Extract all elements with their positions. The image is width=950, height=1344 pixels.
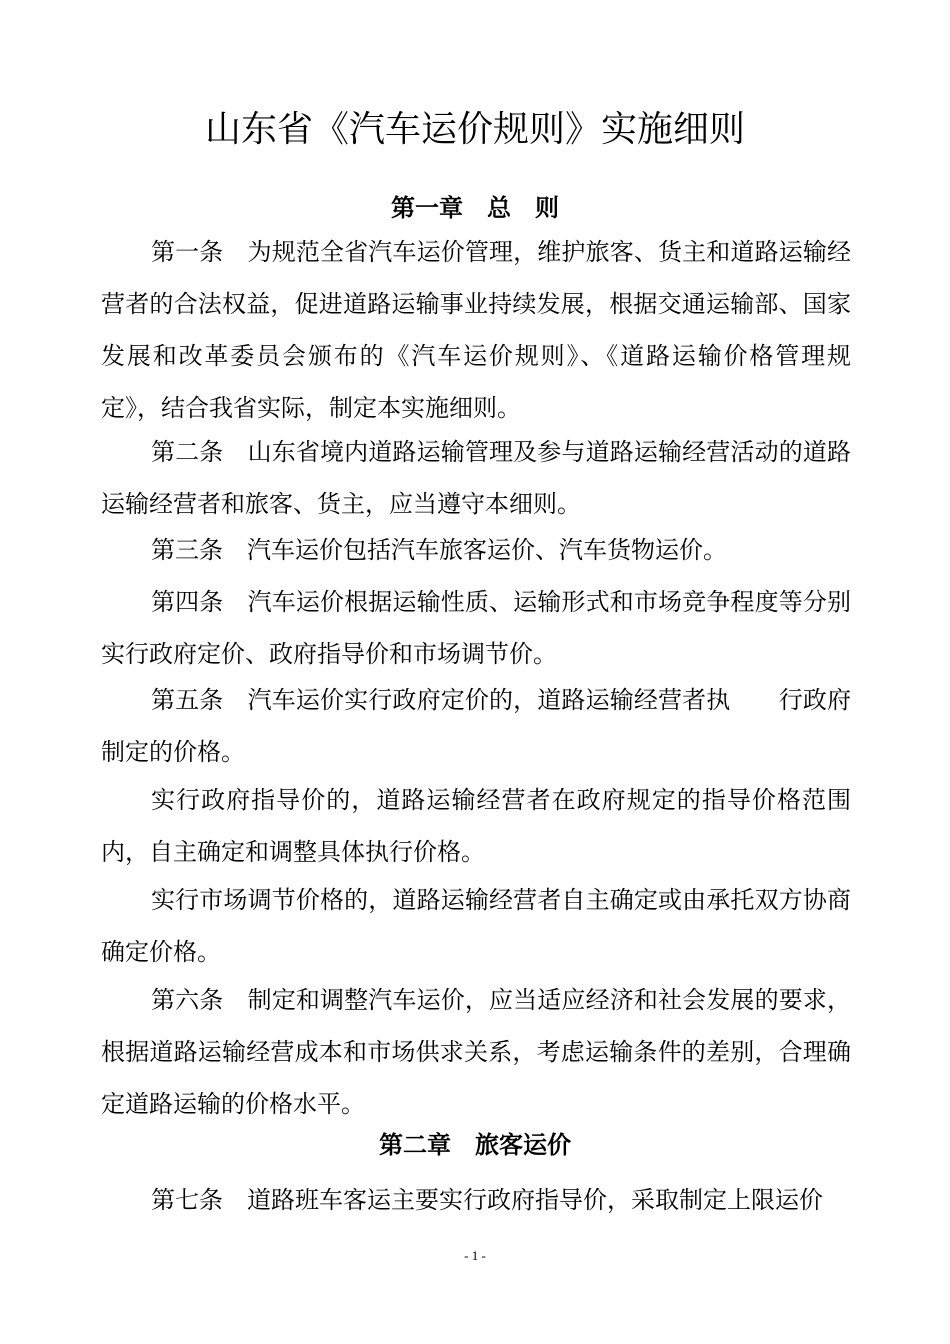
document-title: 山东省《汽车运价规则》实施细则: [204, 109, 745, 150]
article-5-paragraph: 第五条 汽车运价实行政府定价的，道路运输经营者执 行政府制定的价格。: [101, 686, 851, 766]
article-7-paragraph: 第七条 道路班车客运主要实行政府指导价，采取制定上限运价: [151, 1186, 823, 1214]
chapter-heading-1: 第一章 总 则: [391, 194, 559, 222]
chapter-heading-2: 第二章 旅客运价: [379, 1131, 571, 1159]
article-3-paragraph: 第三条 汽车运价包括汽车旅客运价、汽车货物运价。: [151, 536, 727, 564]
article-5-clause-2: 实行政府指导价的，道路运输经营者在政府规定的指导价格范围内，自主确定和调整具体执行价格。: [101, 786, 851, 866]
article-1-paragraph: 第一条 为规范全省汽车运价管理，维护旅客、货主和道路运输经营者的合法权益，促进道路运输事业持续发展，根据交通运输部、国家发展和改革委员会颁布的《汽车运价规则》、《道路运输价格管理规定》，结合我省实际，制定本实施细则。: [101, 238, 851, 422]
article-5-clause-3: 实行市场调节价格的，道路运输经营者自主确定或由承托双方协商确定价格。: [101, 886, 851, 966]
article-4-paragraph: 第四条 汽车运价根据运输性质、运输形式和市场竞争程度等分别实行政府定价、政府指导价和市场调节价。: [101, 588, 851, 668]
article-6-paragraph: 第六条 制定和调整汽车运价，应当适应经济和社会发展的要求，根据道路运输经营成本和市场供求关系，考虑运输条件的差别，合理确定道路运输的价格水平。: [101, 986, 851, 1118]
article-2-paragraph: 第二条 山东省境内道路运输管理及参与道路运输经营活动的道路运输经营者和旅客、货主，应当遵守本细则。: [101, 438, 851, 518]
page-number: - 1 -: [464, 1248, 486, 1263]
